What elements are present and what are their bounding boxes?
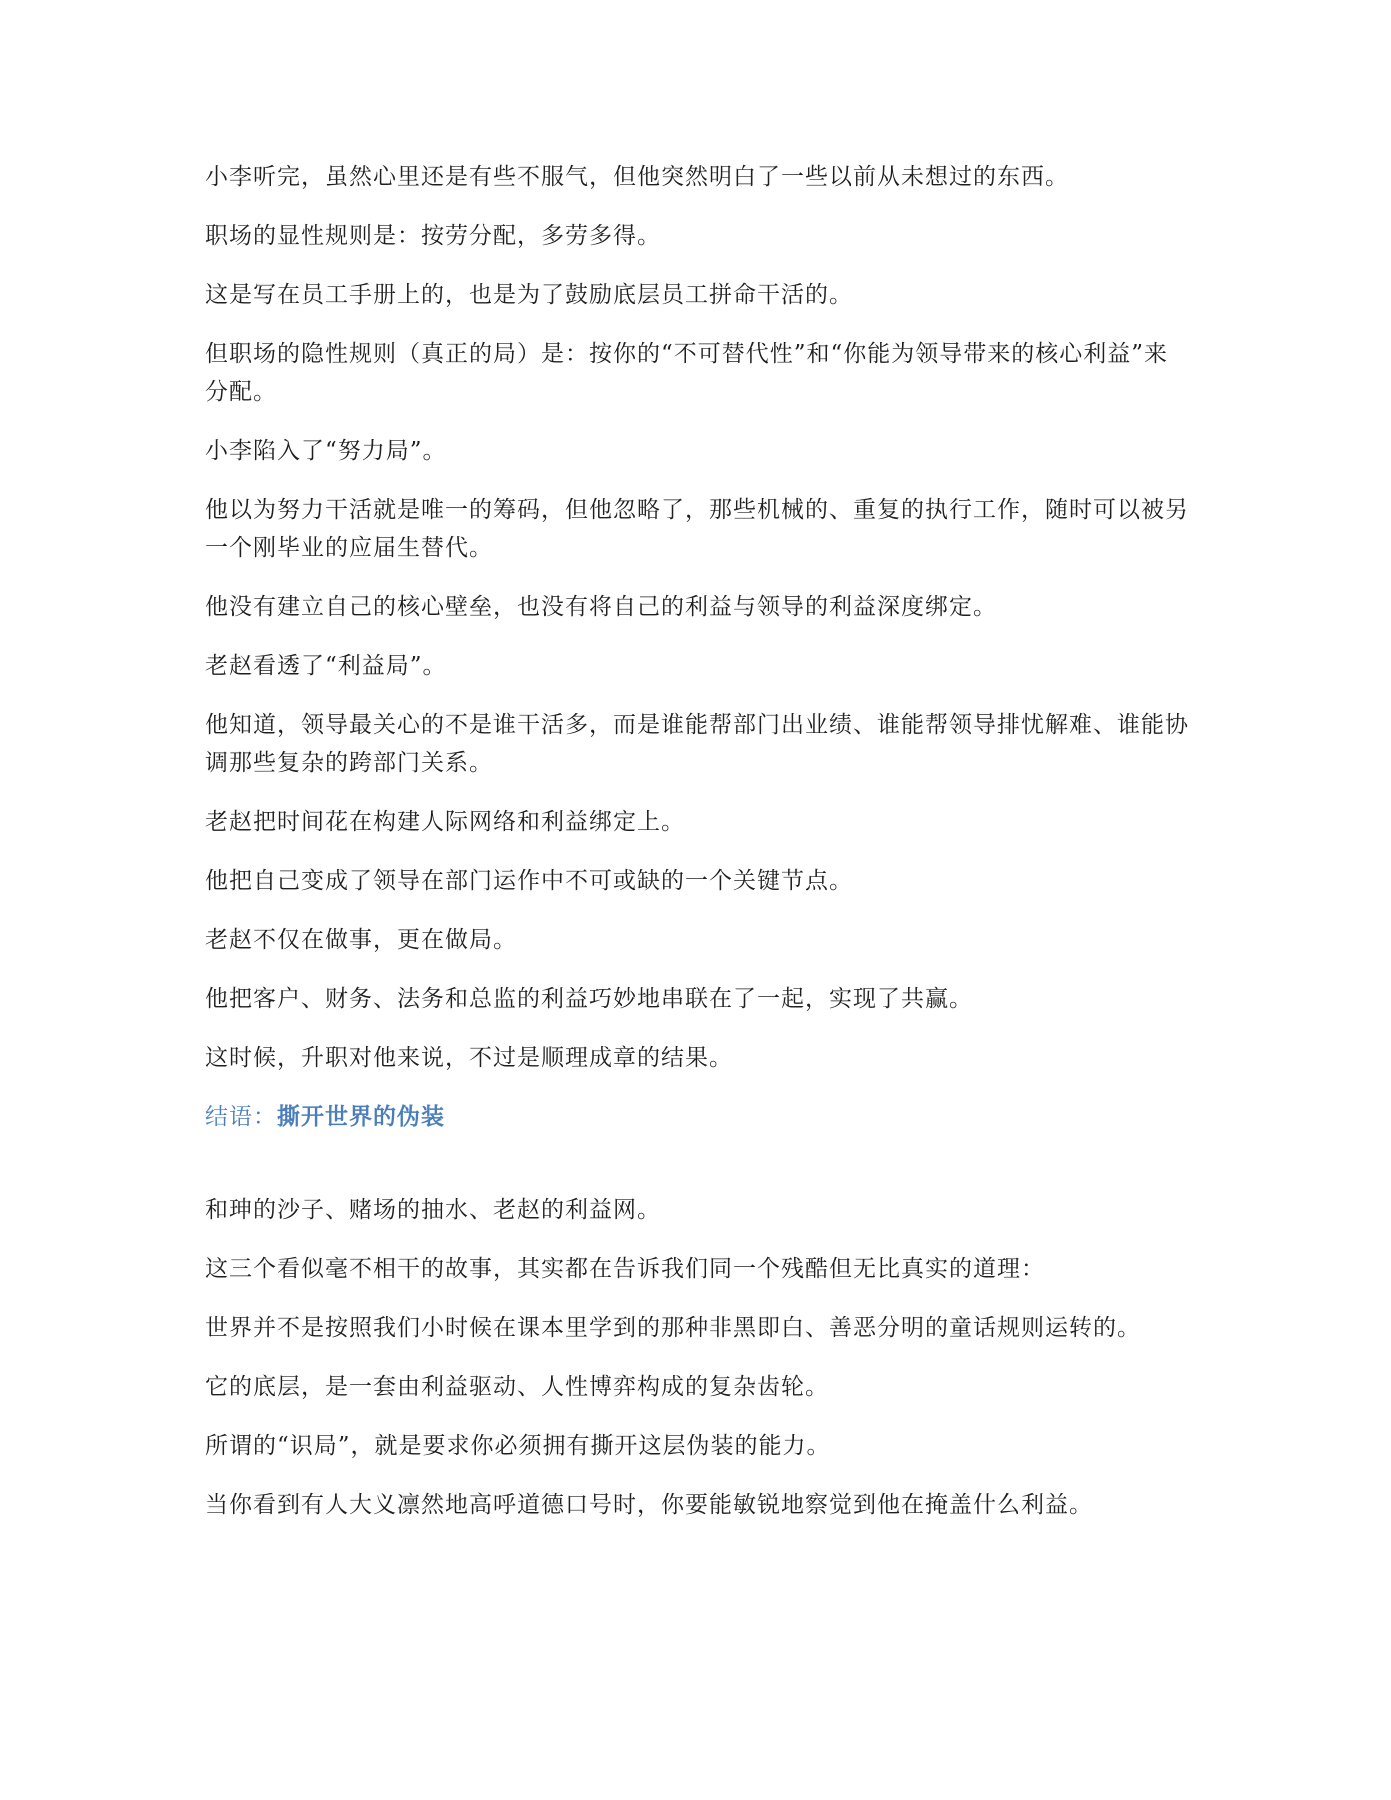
- paragraph: 但职场的隐性规则（真正的局）是：按你的“不可替代性”和“你能为领导带来的核心利益”来分配。: [205, 341, 1169, 405]
- paragraph: 所谓的“识局”，就是要求你必须拥有撕开这层伪装的能力。: [205, 1433, 831, 1459]
- paragraph: 这三个看似毫不相干的故事，其实都在告诉我们同一个残酷但无比真实的道理：: [205, 1256, 1045, 1282]
- section-heading: [205, 1098, 1190, 1136]
- paragraph: 这是写在员工手册上的，也是为了鼓励底层员工拼命干活的。: [205, 282, 853, 308]
- section-heading-prefix: 结语：: [205, 1104, 277, 1130]
- paragraph: 小李陷入了“努力局”。: [205, 438, 447, 464]
- paragraph: 他把自己变成了领导在部门运作中不可或缺的一个关键节点。: [205, 868, 853, 894]
- paragraph: 世界并不是按照我们小时候在课本里学到的那种非黑即白、善恶分明的童话规则运转的。: [205, 1315, 1141, 1341]
- paragraph: 他知道，领导最关心的不是谁干活多，而是谁能帮部门出业绩、谁能帮领导排忧解难、谁能协调那些复杂的跨部门关系。: [205, 712, 1189, 776]
- section-heading-title: 撕开世界的伪装: [277, 1104, 445, 1130]
- paragraph: 老赵看透了“利益局”。: [205, 653, 447, 679]
- document-body: [205, 158, 1190, 1545]
- paragraph: 他把客户、财务、法务和总监的利益巧妙地串联在了一起，实现了共赢。: [205, 986, 973, 1012]
- paragraph: 他以为努力干活就是唯一的筹码，但他忽略了，那些机械的、重复的执行工作，随时可以被另一个刚毕业的应届生替代。: [205, 497, 1189, 561]
- paragraph: 职场的显性规则是：按劳分配，多劳多得。: [205, 223, 661, 249]
- paragraph: 它的底层，是一套由利益驱动、人性博弈构成的复杂齿轮。: [205, 1374, 829, 1400]
- paragraph: 和珅的沙子、赌场的抽水、老赵的利益网。: [205, 1197, 661, 1223]
- paragraph: 当你看到有人大义凛然地高呼道德口号时，你要能敏锐地察觉到他在掩盖什么利益。: [205, 1492, 1093, 1518]
- paragraph: 老赵把时间花在构建人际网络和利益绑定上。: [205, 809, 685, 835]
- paragraph: 老赵不仅在做事，更在做局。: [205, 927, 517, 953]
- paragraph: 这时候，升职对他来说，不过是顺理成章的结果。: [205, 1045, 733, 1071]
- paragraph: 他没有建立自己的核心壁垒，也没有将自己的利益与领导的利益深度绑定。: [205, 594, 997, 620]
- paragraph: 小李听完，虽然心里还是有些不服气，但他突然明白了一些以前从未想过的东西。: [205, 164, 1069, 190]
